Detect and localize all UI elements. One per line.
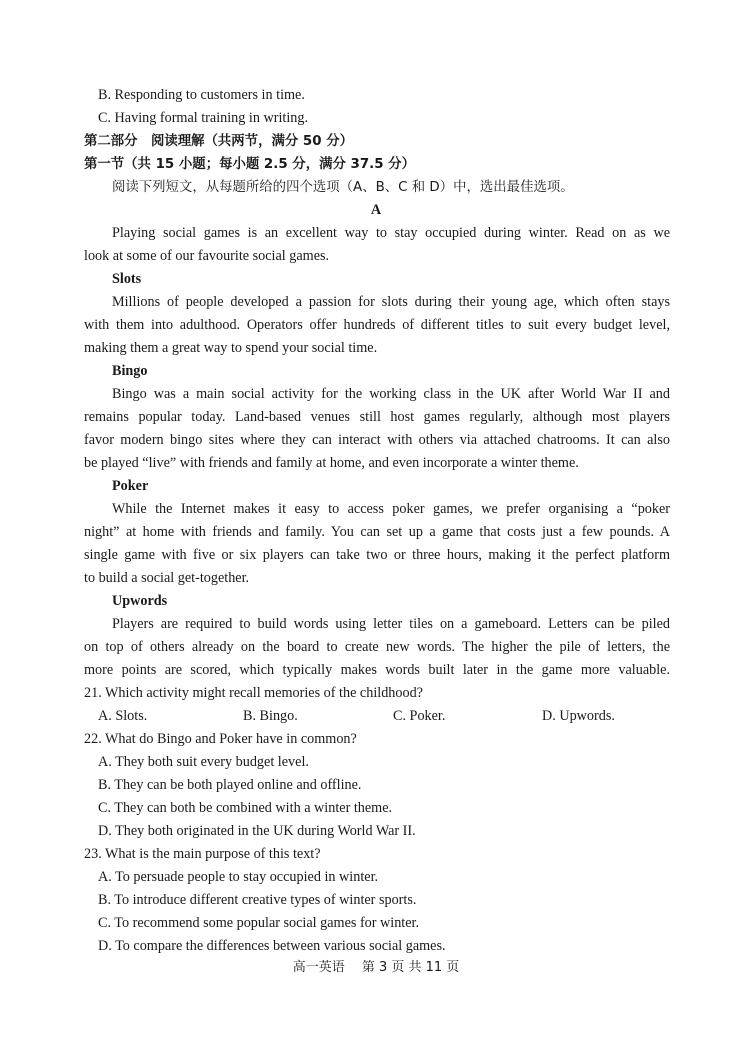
question-21-option-a: A. Slots. [98, 708, 148, 724]
passage-letter: A [370, 202, 382, 218]
question-23-stem: 23. What is the main purpose of this text? [84, 846, 321, 862]
upwords-line-2: on top of others already on the board to create new words. The higher the pile of letters, the [84, 639, 670, 655]
heading-bingo: Bingo [112, 363, 148, 379]
prev-option-b: B. Responding to customers in time. [98, 87, 305, 103]
question-23-option-a: A. To persuade people to stay occupied in winter. [98, 869, 379, 885]
question-22-option-b: B. They can be both played online and offline. [98, 777, 362, 793]
bingo-line-1: Bingo was a main social activity for the working class in the UK after World War II and [112, 386, 670, 402]
question-22-option-a: A. They both suit every budget level. [98, 754, 309, 770]
page-footer: 高一英语 第 3 页 共 11 页 [292, 960, 460, 975]
question-21-option-b: B. Bingo. [243, 708, 298, 724]
heading-upwords: Upwords [112, 593, 168, 609]
intro-line-2: look at some of our favourite social games. [84, 248, 330, 264]
heading-poker: Poker [112, 478, 149, 494]
intro-line-1: Playing social games is an excellent way to stay occupied during winter. Read on as we [112, 225, 670, 241]
slots-line-1: Millions of people developed a passion for slots during their young age, which often stays [112, 294, 670, 310]
upwords-line-1: Players are required to build words using letter tiles on a gameboard. Letters can be piled [112, 616, 670, 632]
section-title: 第一节（共 15 小题；每小题 2.5 分，满分 37.5 分） [84, 157, 416, 172]
bingo-line-4: be played “live” with friends and family at home, and even incorporate a winter theme. [84, 455, 579, 471]
part-title: 第二部分 阅读理解（共两节，满分 50 分） [84, 134, 353, 149]
question-22-option-d: D. They both originated in the UK during World War II. [98, 823, 416, 839]
poker-line-1: While the Internet makes it easy to access poker games, we prefer organising a “poker [112, 501, 670, 517]
bingo-line-2: remains popular today. Land-based venues still host games regularly, although most players [84, 409, 670, 425]
question-22-option-c: C. They can both be combined with a winter theme. [98, 800, 393, 816]
upwords-line-3: more points are scored, which typically makes words built later in the game more valuable. [84, 662, 670, 678]
poker-line-4: to build a social get-together. [84, 570, 250, 586]
instruction: 阅读下列短文，从每题所给的四个选项（A、B、C 和 D）中，选出最佳选项。 [112, 180, 574, 195]
question-21-option-d: D. Upwords. [542, 708, 615, 724]
question-22-stem: 22. What do Bingo and Poker have in common? [84, 731, 357, 747]
poker-line-3: single game with five or six players can take two or three hours, making it the perfect platform [84, 547, 670, 563]
bingo-line-3: favor modern bingo sites where they can interact with others via attached chatrooms. It can also [84, 432, 670, 448]
slots-line-2: with them into adulthood. Operators offer hundreds of different titles to suit every budget level, [84, 317, 670, 333]
question-23-option-d: D. To compare the differences between various social games. [98, 938, 446, 954]
heading-slots: Slots [112, 271, 142, 287]
slots-line-3: making them a great way to spend your social time. [84, 340, 378, 356]
poker-line-2: night” at home with friends and family. You can set up a game that costs just a few pounds. A [84, 524, 670, 540]
prev-option-c: C. Having formal training in writing. [98, 110, 309, 126]
question-23-option-c: C. To recommend some popular social games for winter. [98, 915, 420, 931]
question-23-option-b: B. To introduce different creative types of winter sports. [98, 892, 417, 908]
question-21-option-c: C. Poker. [393, 708, 446, 724]
question-21-stem: 21. Which activity might recall memories of the childhood? [84, 685, 423, 701]
